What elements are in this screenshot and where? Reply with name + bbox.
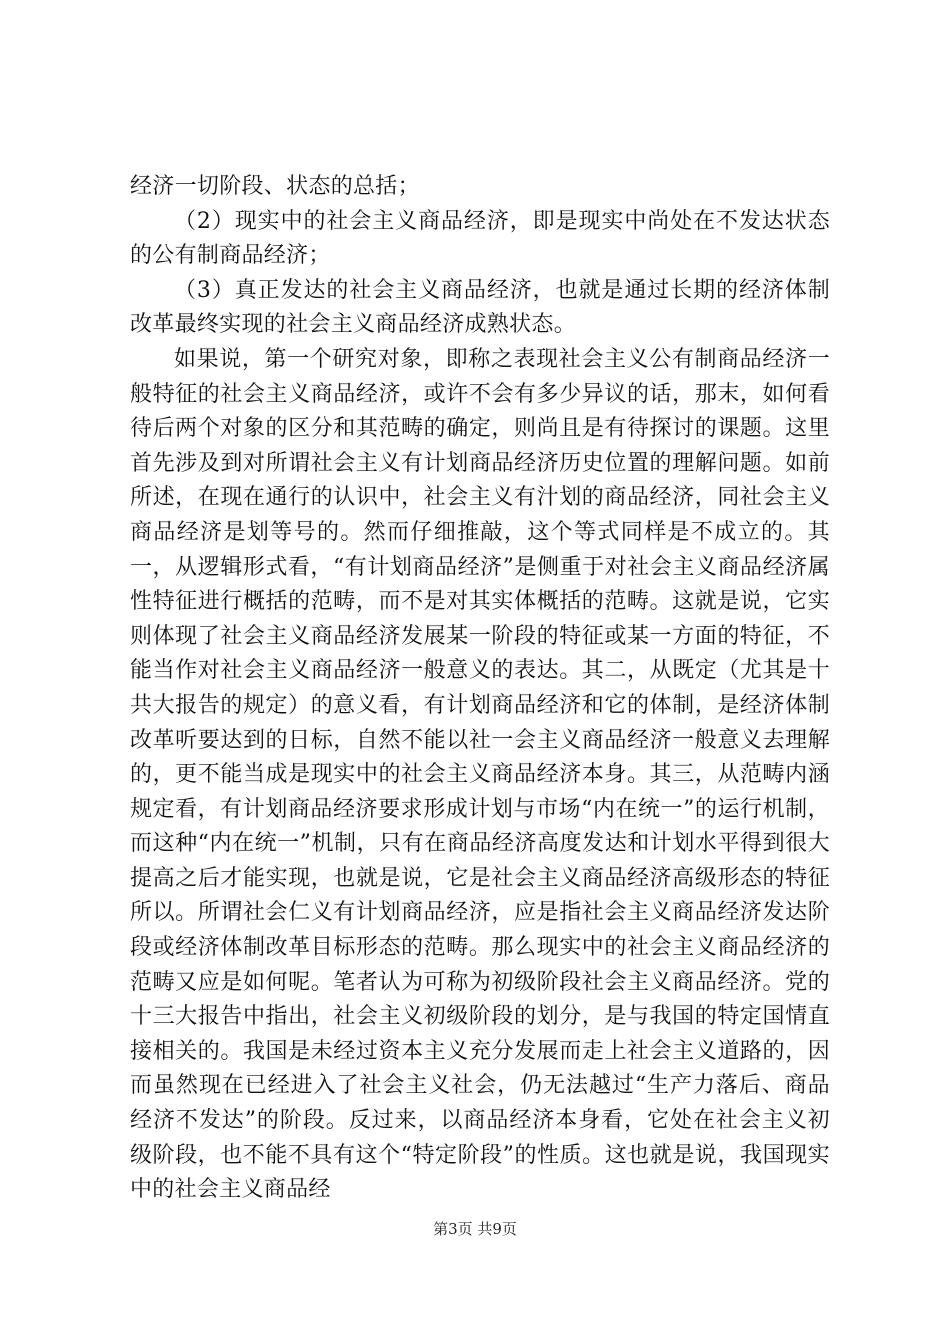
document-body [130, 170, 830, 1208]
paragraph-continuation: 经济一切阶段、状态的总括； [130, 174, 420, 199]
paragraph-item-2: （2）现实中的社会主义商品经济，即是现实中尚处在不发达状态的公有制商品经济； [130, 208, 830, 269]
paragraph-main: 如果说，第一个研究对象，即称之表现社会主义公有制商品经济一般特征的社会主义商品经济，或许不会有多少异议的话，那末，如何看待后两个对象的区分和其范畴的确定，则尚且是有待探讨的课题。这里首先涉及到对所谓社会主义有计划商品经济历史位置的理解问题。如前所述，在现在通行的认识中，社会主义有汁划的商品经济，同社会主义商品经济是划等号的。然而仔细推敲，这个等式同样是不成立的。其一，从逻辑形式看，“有计划商品经济”是侧重于对社会主义商品经济属性特征进行概括的范畴，而不是对其实体概括的范畴。这就是说，它实则体现了社会主义商品经济发展某一阶段的特征或某一方面的特征，不能当作对社会主义商品经济一般意义的表达。其二，从既定（尤其是十共大报告的规定）的意义看，有计划商品经济和它的体制，是经济体制改革听要达到的日标，自然不能以社一会主义商品经济一般意义去理解的，更不能当成是现实中的社会主义商品经济本身。其三，从范畴内涵规定看，有计划商品经济要求形成计划与市场“内在统一”的运行机制，而这种“内在统一”机制，只有在商品经济高度发达和计划水平得到很大提高之后才能实现，也就是说，它是社会主义商品经济高级形态的特征所以。所谓社会仁义有计划商品经济，应是指社会主义商品经济发达阶段或经济体制改革目标形态的范畴。那么现实中的社会主义商品经济的范畴又应是如何呢。笔者认为可称为初级阶段社会主义商品经济。党的十三大报告中指出，社会主义初级阶段的划分，是与我国的特定国情直接相关的。我国是未经过资本主义充分发展而走上社会主义道路的，因而虽然现在已经进入了社会主义社会，仍无法越过“生产力落后、商品经济不发达”的阶段。反过来，以商品经济本身看，它处在社会主义初级阶段，也不能不具有这个“特定阶段”的性质。这也就是说，我国现实中的社会主义商品经 [130, 346, 830, 1203]
page-number-footer: 第3页 共9页 [433, 1220, 517, 1238]
paragraph-item-3: （3）真正发达的社会主义商品经济，也就是通过长期的经济体制改革最终实现的社会主义商品经济成熟状态。 [130, 277, 830, 338]
